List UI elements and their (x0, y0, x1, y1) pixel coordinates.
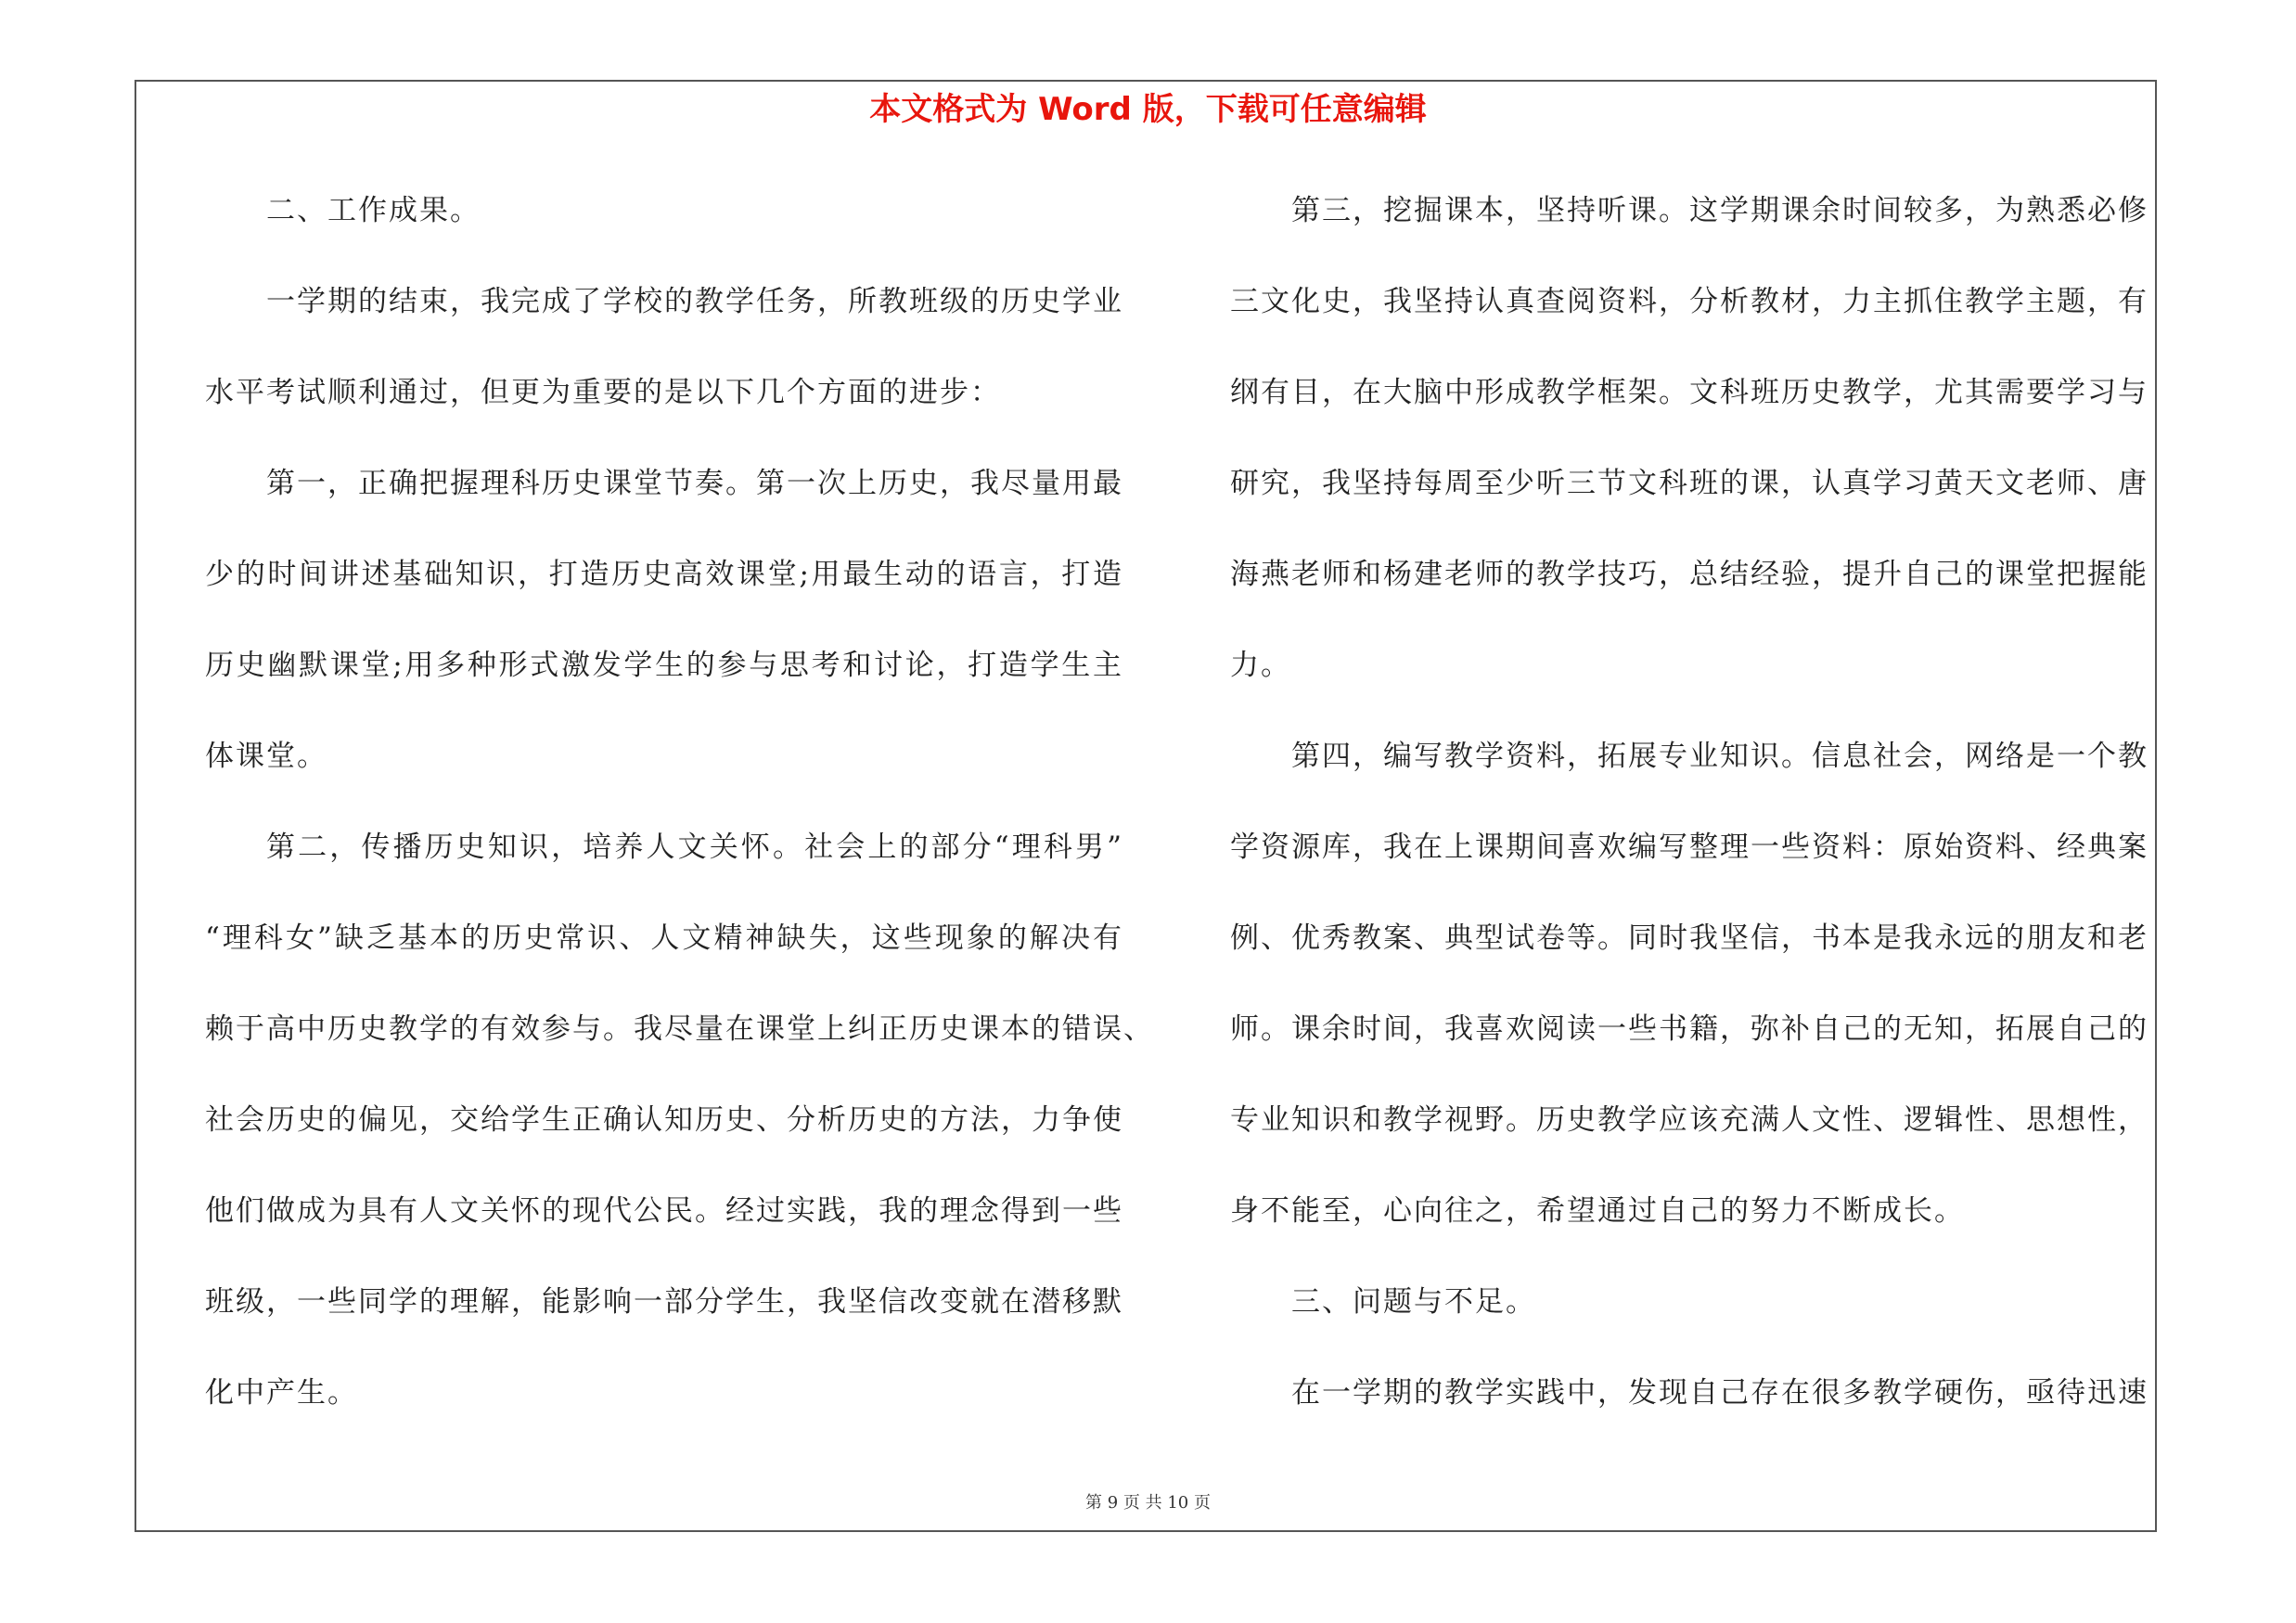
text-line: 在一学期的教学实践中，发现自己存在很多教学硬伤，亟待迅速 (1291, 1376, 2148, 1410)
text-line: 三文化史，我坚持认真查阅资料，分析教材，力主抓住教学主题，有 (1230, 285, 2148, 318)
text-line: 历史幽默课堂;用多种形式激发学生的参与思考和讨论，打造学生主 (205, 649, 1123, 682)
text-line: 纲有目，在大脑中形成教学框架。文科班历史教学，尤其需要学习与 (1230, 376, 2148, 409)
text-line: 班级，一些同学的理解，能影响一部分学生，我坚信改变就在潜移默 (205, 1285, 1123, 1319)
text-line: 海燕老师和杨建老师的教学技巧，总结经验，提升自己的课堂把握能 (1230, 558, 2148, 591)
text-line: 社会历史的偏见，交给学生正确认知历史、分析历史的方法，力争使 (205, 1103, 1123, 1137)
text-line: 力。 (1230, 649, 1291, 682)
text-line: 例、优秀教案、典型试卷等。同时我坚信，书本是我永远的朋友和老 (1230, 921, 2148, 955)
text-line: 师。课余时间，我喜欢阅读一些书籍，弥补自己的无知，拓展自己的 (1230, 1012, 2148, 1046)
text-line: 三、问题与不足。 (1291, 1285, 1536, 1319)
text-line: 第二，传播历史知识，培养人文关怀。社会上的部分“理科男” (266, 831, 1123, 864)
text-line: 第四，编写教学资料，拓展专业知识。信息社会，网络是一个教 (1291, 740, 2148, 773)
text-line: 二、工作成果。 (266, 194, 481, 227)
page-number: 第 9 页 共 10 页 (1085, 1493, 1211, 1513)
text-line: 化中产生。 (205, 1376, 358, 1410)
text-line: “理科女”缺乏基本的历史常识、人文精神缺失，这些现象的解决有 (205, 921, 1123, 955)
text-line: 第一，正确把握理科历史课堂节奏。第一次上历史，我尽量用最 (266, 467, 1123, 500)
text-line: 第三，挖掘课本，坚持听课。这学期课余时间较多，为熟悉必修 (1291, 194, 2148, 227)
text-line: 少的时间讲述基础知识，打造历史高效课堂;用最生动的语言，打造 (205, 558, 1123, 591)
text-line: 他们做成为具有人文关怀的现代公民。经过实践，我的理念得到一些 (205, 1194, 1123, 1228)
document-banner: 本文格式为 Word 版，下载可任意编辑 (869, 91, 1427, 128)
text-line: 体课堂。 (205, 740, 327, 773)
text-line: 赖于高中历史教学的有效参与。我尽量在课堂上纠正历史课本的错误、 (205, 1012, 1154, 1046)
text-line: 学资源库，我在上课期间喜欢编写整理一些资料：原始资料、经典案 (1230, 831, 2148, 864)
text-line: 研究，我坚持每周至少听三节文科班的课，认真学习黄天文老师、唐 (1230, 467, 2148, 500)
text-line: 一学期的结束，我完成了学校的教学任务，所教班级的历史学业 (266, 285, 1123, 318)
text-line: 水平考试顺利通过，但更为重要的是以下几个方面的进步： (205, 376, 1001, 409)
text-line: 身不能至，心向往之，希望通过自己的努力不断成长。 (1230, 1194, 1965, 1228)
text-line: 专业知识和教学视野。历史教学应该充满人文性、逻辑性、思想性， (1230, 1103, 2148, 1137)
